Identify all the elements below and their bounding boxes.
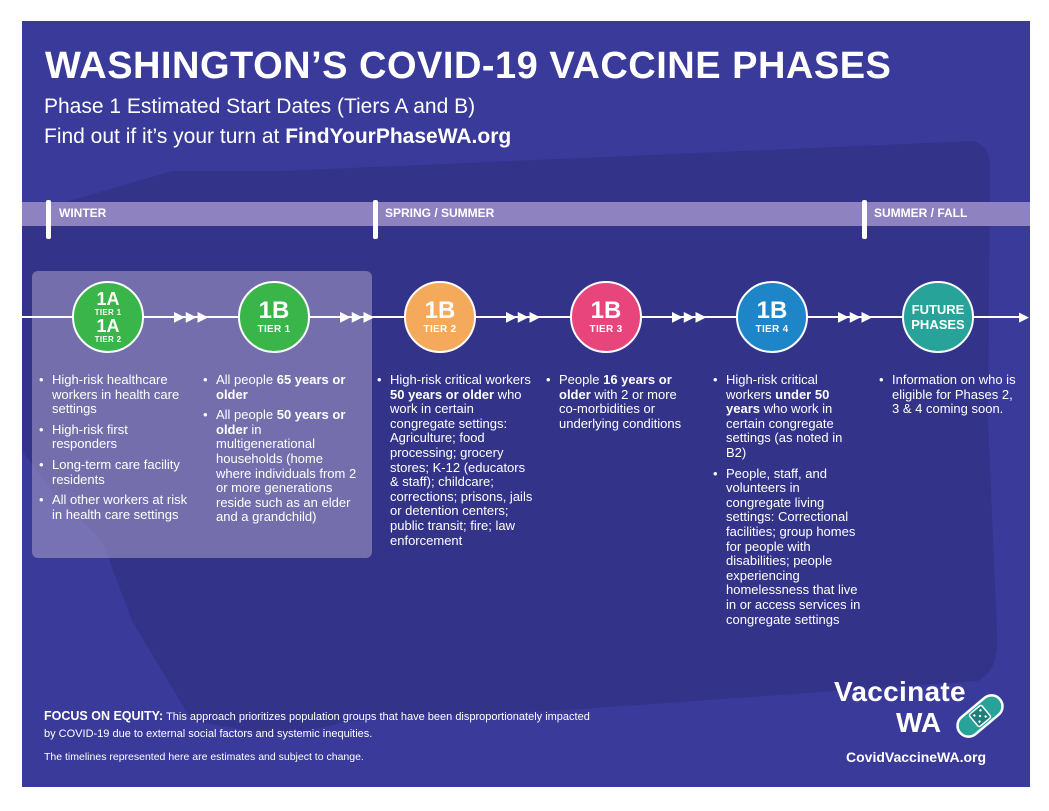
logo-word-wa: WA — [896, 707, 942, 738]
future-phases-info-list — [878, 373, 1018, 423]
equity-label: FOCUS ON EQUITY: — [44, 709, 164, 723]
phase-label: 1B — [590, 297, 622, 324]
chevron-arrows-icon: ▶▶▶ — [672, 308, 708, 324]
vaccinate-wa-logo — [834, 676, 1014, 746]
tier-label: TIER 1 — [257, 324, 291, 335]
logo-word-vaccinate: Vaccinate — [834, 676, 966, 707]
list-item: • People 16 years or older with 2 or more co-morbidities or underlying conditions — [545, 373, 695, 431]
chevron-arrows-icon: ▶▶▶ — [340, 308, 376, 324]
list-item: • Information on who is eligible for Phases 2, 3 & 4 coming soon. — [878, 373, 1018, 417]
season-tick-winter — [46, 200, 51, 239]
phase-label: 1B — [424, 297, 456, 324]
phase-circle-1b-tier1 — [238, 281, 310, 353]
phase-circle-1b-tier4 — [736, 281, 808, 353]
equity-text: This approach prioritizes population groups that have been disproportionately impacted by COVID-19 due to external social factors and systemic inequities. — [44, 711, 590, 740]
list-item: • High-risk critical workers under 50 years who work in certain congregate settings (as noted in B2) — [712, 373, 862, 461]
chevron-arrows-icon: ▶▶▶ — [174, 308, 210, 324]
list-item: • High-risk first responders — [38, 423, 188, 452]
season-label-winter: WINTER — [59, 206, 107, 220]
timeline-end-arrow-icon: ▶ — [1019, 309, 1029, 324]
find-your-phase-link[interactable]: FindYourPhaseWA.org — [285, 125, 512, 148]
cta-prefix: Find out if it’s your turn at — [44, 125, 286, 148]
list-item: • All people 50 years or older in multigenerational households (home where individuals from 2 or more generations reside such as an elder and a grandchild) — [202, 408, 360, 525]
tier-label: TIER 2 — [94, 335, 122, 344]
poster — [22, 21, 1030, 787]
list-item: • High-risk critical workers 50 years or older who work in certain congregate settings: Agriculture; food processing; grocery stores; K-12 (educators & staff); childcare; corrections; prisons, jails or detention centers; public transit; fire; law enforcement — [376, 373, 534, 548]
phase-label: 1B — [756, 297, 788, 324]
season-label-summer-fall: SUMMER / FALL — [874, 206, 968, 220]
chevron-arrows-icon: ▶▶▶ — [838, 308, 874, 324]
phase-1b-tier3-eligibility-list — [545, 373, 695, 437]
phase-circle-future — [902, 281, 974, 353]
call-to-action — [44, 125, 511, 149]
phase-label: 1A — [96, 316, 120, 336]
phase-1b-tier1-eligibility-list — [202, 373, 360, 531]
phase-label: 1A — [96, 289, 120, 309]
phase-circle-1b-tier2 — [404, 281, 476, 353]
list-item: • High-risk healthcare workers in health care settings — [38, 373, 188, 417]
page-subtitle: Phase 1 Estimated Start Dates (Tiers A and B) — [44, 95, 476, 118]
phase-1b-tier4-eligibility-list — [712, 373, 862, 633]
phase-1b-tier2-eligibility-list — [376, 373, 534, 554]
phase-label: 1B — [258, 297, 290, 324]
chevron-arrows-icon: ▶▶▶ — [506, 308, 542, 324]
phase-circle-1b-tier3 — [570, 281, 642, 353]
tier-label: TIER 3 — [589, 324, 623, 335]
tier-label: TIER 2 — [423, 324, 457, 335]
list-item: • All people 65 years or older — [202, 373, 360, 402]
list-item: • All other workers at risk in health care settings — [38, 493, 188, 522]
covid-vaccine-wa-link[interactable]: CovidVaccineWA.org — [846, 749, 987, 765]
season-label-spring-summer: SPRING / SUMMER — [385, 206, 495, 220]
tier-label: TIER 1 — [94, 308, 122, 317]
phase-label: FUTURE PHASES — [911, 302, 965, 332]
equity-statement — [44, 708, 604, 743]
season-tick-summer-fall — [862, 200, 867, 239]
phase-circle-1a — [72, 281, 144, 353]
page-title: WASHINGTON’S COVID-19 VACCINE PHASES — [45, 45, 892, 87]
tier-label: TIER 4 — [755, 324, 789, 335]
bandage-icon — [950, 688, 1010, 744]
list-item: • Long-term care facility residents — [38, 458, 188, 487]
season-tick-spring-summer — [373, 200, 378, 239]
phase-1a-eligibility-list — [38, 373, 188, 528]
list-item: • People, staff, and volunteers in congregate living settings: Correctional facilities; group homes for people with disabilities; people experiencing homelessness that live in or access services in congregate settings — [712, 467, 862, 628]
disclaimer: The timelines represented here are estimates and subject to change. — [44, 751, 364, 763]
